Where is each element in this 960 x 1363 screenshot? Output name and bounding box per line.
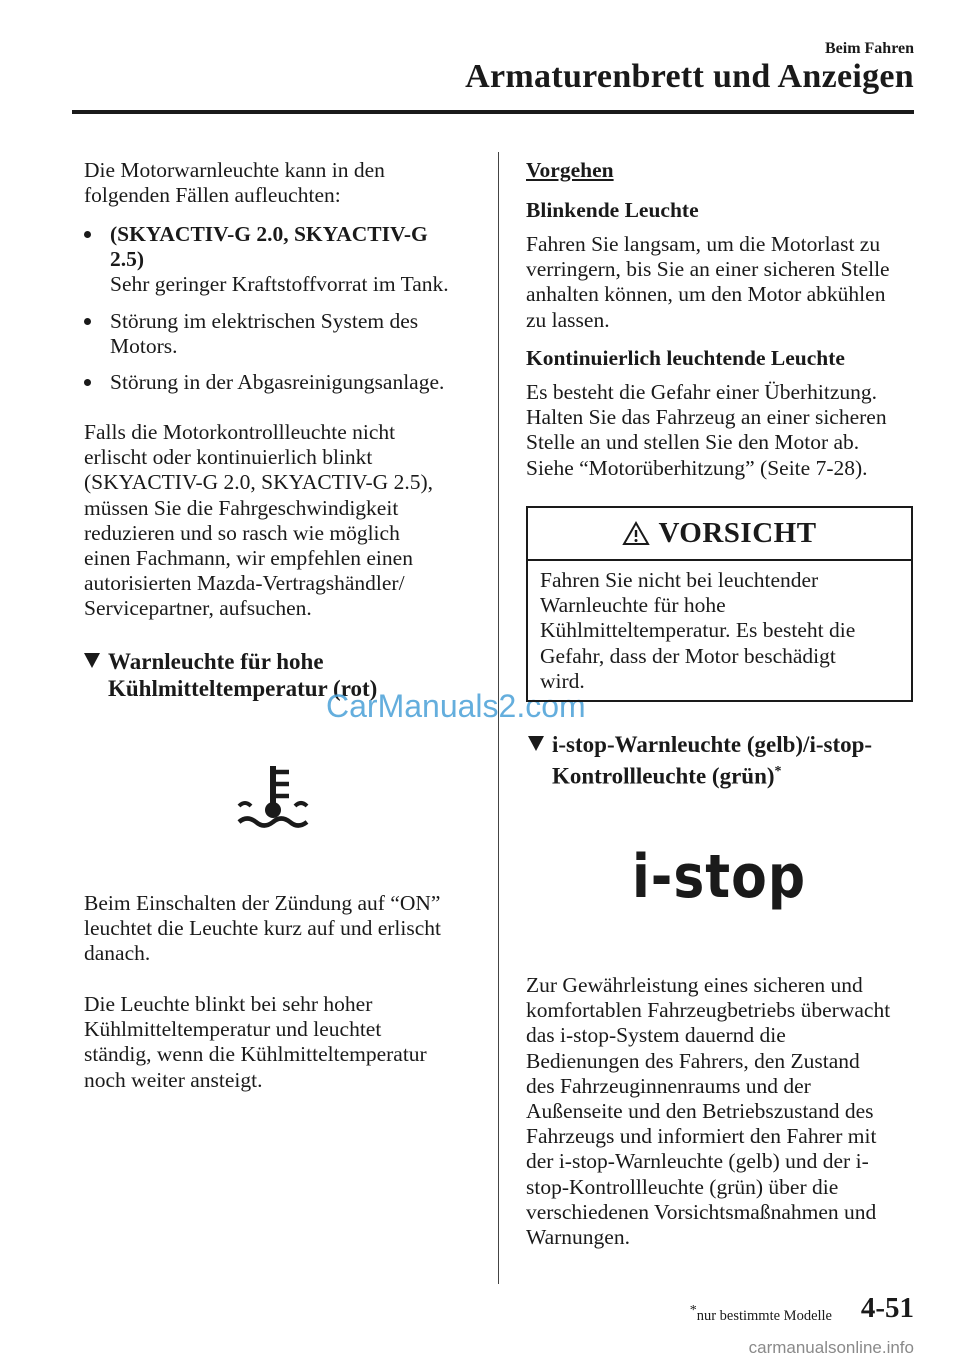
text-line: zu lassen.: [526, 307, 610, 332]
subheading-blinking: Blinkende Leuchte: [526, 198, 699, 222]
text-line: danach.: [84, 941, 151, 966]
triangle-marker-icon: [84, 653, 100, 668]
text-line: verschiedenen Vorsichtsmaßnahmen und: [526, 1199, 877, 1224]
text-line: des Fahrzeuginnenraums und der: [526, 1073, 811, 1098]
text-line: Bedienungen des Fahrers, den Zustand: [526, 1048, 860, 1073]
bullet-icon: [84, 379, 91, 386]
text-line: ständig, wenn die Kühlmitteltemperatur: [84, 1042, 427, 1067]
caution-header: [528, 508, 911, 561]
text-line: komfortablen Fahrzeugbetriebs überwacht: [526, 998, 891, 1023]
text-line: Warnleuchte für hohe: [540, 593, 726, 618]
header-rule: [72, 110, 914, 114]
intro-paragraph: [84, 158, 484, 208]
section-heading: [528, 731, 938, 790]
text-line: Kühlmitteltemperatur und leuchtet: [84, 1017, 382, 1042]
paragraph: [84, 992, 484, 1093]
bullet-item: [84, 370, 484, 395]
bullet-icon: [84, 318, 91, 325]
heading-line: [552, 758, 938, 790]
paragraph: [84, 420, 484, 622]
footer-note: [690, 1303, 832, 1325]
bullet-text: Motors.: [110, 334, 178, 359]
text-line: Zur Gewährleistung eines sicheren und: [526, 973, 863, 997]
text-line: leuchtet die Leuchte kurz auf und erlischt: [84, 916, 441, 941]
bullet-heading: (SKYACTIV-G 2.0, SKYACTIV-G: [110, 222, 428, 246]
text-line: Stelle an und stellen Sie den Motor ab.: [526, 430, 860, 455]
text-line: Beim Einschalten der Zündung auf “ON”: [84, 891, 441, 915]
text-line: das i-stop-System dauernd die: [526, 1023, 786, 1048]
asterisk-mark: *: [774, 764, 782, 779]
text-line: Gefahr, dass der Motor beschädigt: [540, 643, 836, 668]
text-line: Halten Sie das Fahrzeug an einer sicheren: [526, 405, 887, 430]
text-line: der i-stop-Warnleuchte (gelb) und der i-: [526, 1149, 869, 1174]
bullet-item: [84, 309, 484, 359]
header-section: Beim Fahren: [824, 40, 914, 57]
bullet-text: Störung im elektrischen System des: [110, 309, 419, 333]
text-line: Kühlmitteltemperatur. Es besteht die: [540, 618, 856, 643]
text-line: erlischt oder kontinuierlich blinkt: [84, 445, 373, 470]
caution-title: VORSICHT: [658, 517, 817, 549]
text-line: Servicepartner, aufsuchen.: [84, 596, 312, 621]
footer-note-text: nur bestimmte Modelle: [696, 1307, 832, 1324]
heading-line: Kühlmitteltemperatur (rot): [108, 676, 378, 701]
text-line: verringern, bis Sie an einer sicheren Stelle: [526, 257, 890, 282]
page-title: Armaturenbrett und Anzeigen: [465, 58, 914, 95]
text-line: Fahren Sie nicht bei leuchtender: [540, 568, 819, 592]
paragraph: [526, 380, 926, 481]
text-line: Fahrzeugs und informiert den Fahrer mit: [526, 1124, 877, 1149]
i-stop-label: i-stop: [631, 842, 807, 913]
text-line: müssen Sie die Fahrgeschwindigkeit: [84, 495, 399, 520]
subheading-continuous: Kontinuierlich leuchtende Leuchte: [526, 346, 845, 370]
paragraph: [526, 973, 926, 1250]
caution-box: [526, 506, 913, 702]
footer-watermark: carmanualsonline.info: [748, 1338, 914, 1357]
text-line: einen Fachmann, wir empfehlen einen: [84, 546, 413, 571]
paragraph: [526, 232, 926, 333]
watermark: CarManuals2.com: [326, 688, 586, 724]
text-line: reduzieren und so rasch wie möglich: [84, 520, 400, 545]
paragraph: [84, 891, 484, 967]
text-line: Fahren Sie langsam, um die Motorlast zu: [526, 232, 881, 256]
bullet-item: [84, 222, 484, 298]
text-line: stop-Kontrollleuchte (grün) über die: [526, 1174, 839, 1199]
triangle-marker-icon: [528, 736, 544, 751]
text-line: noch weiter ansteigt.: [84, 1067, 263, 1092]
text-line: folgenden Fällen aufleuchten:: [84, 183, 341, 208]
text-line: Außenseite und den Betriebszustand des: [526, 1099, 874, 1124]
warning-triangle-icon: [622, 521, 650, 546]
asterisk-mark: *: [689, 1303, 697, 1318]
page-number: 4-51: [860, 1292, 914, 1324]
text-line: Die Leuchte blinkt bei sehr hoher: [84, 992, 373, 1016]
text-line: Es besteht die Gefahr einer Überhitzung.: [526, 380, 878, 404]
i-stop-indicator-icon: [631, 842, 807, 916]
caution-text: [540, 568, 901, 694]
text-line: wird.: [540, 668, 585, 693]
heading-text: Kontrollleuchte (grün): [552, 763, 775, 789]
bullet-icon: [84, 231, 91, 238]
bullet-heading: 2.5): [110, 247, 145, 272]
text-line: anhalten können, um den Motor abkühlen: [526, 282, 886, 307]
heading-line: i-stop-Warnleuchte (gelb)/i-stop-: [552, 732, 873, 757]
text-line: Warnungen.: [526, 1225, 630, 1250]
text-line: Siehe “Motorüberhitzung” (Seite 7-28).: [526, 455, 868, 480]
text-line: autorisierten Mazda-Vertragshändler/: [84, 571, 405, 596]
text-line: Die Motorwarnleuchte kann in den: [84, 158, 385, 182]
coolant-temperature-warning-icon: [233, 762, 313, 832]
procedure-label: Vorgehen: [526, 158, 614, 182]
text-line: Falls die Motorkontrollleuchte nicht: [84, 420, 396, 444]
heading-line: Warnleuchte für hohe: [108, 649, 324, 674]
text-line: (SKYACTIV-G 2.0, SKYACTIV-G 2.5),: [84, 470, 433, 495]
bullet-text: Störung in der Abgasreinigungsanlage.: [110, 370, 445, 394]
bullet-text: Sehr geringer Kraftstoffvorrat im Tank.: [110, 272, 449, 297]
